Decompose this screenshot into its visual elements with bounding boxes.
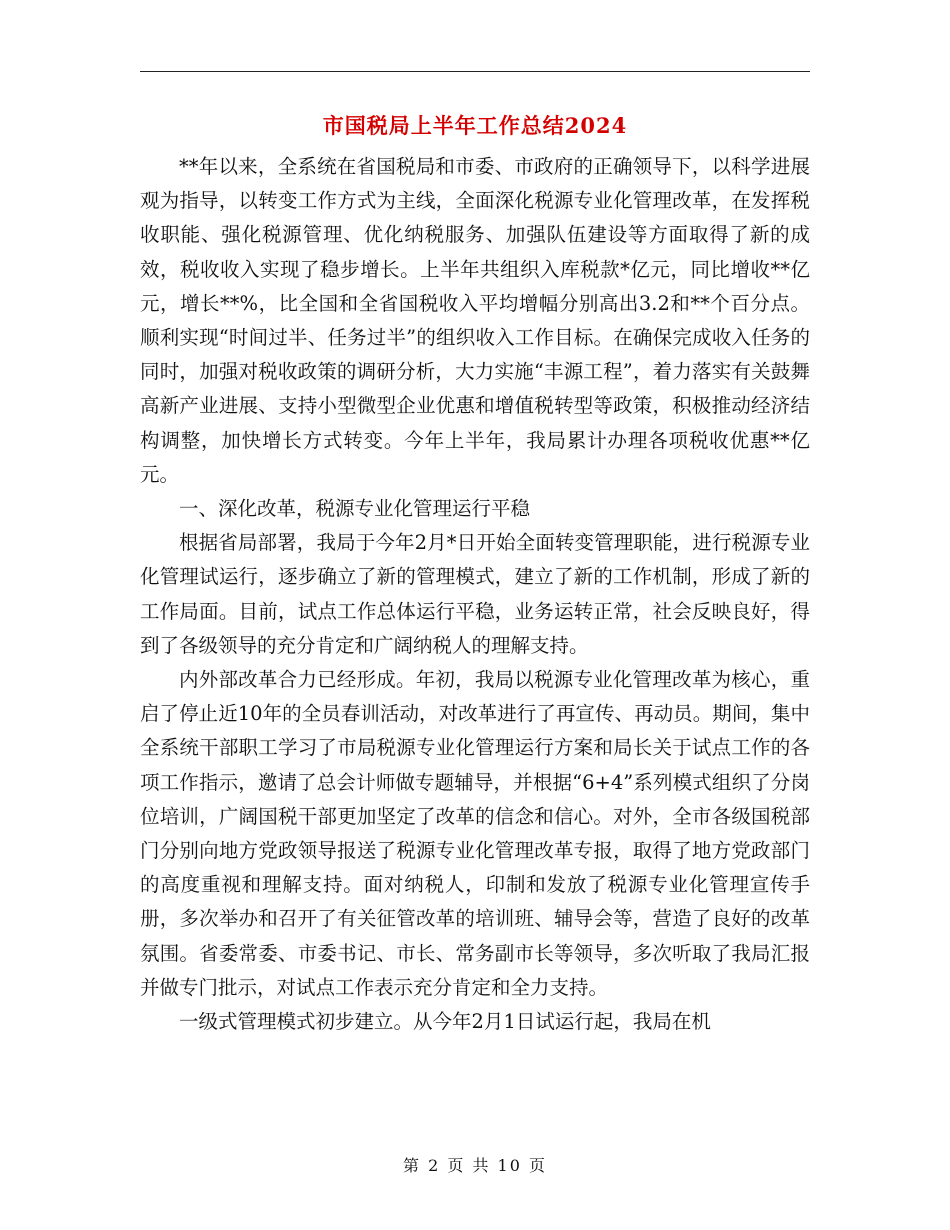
header-rule <box>140 71 810 72</box>
paragraph-management-model: 一级式管理模式初步建立。从今年2月1日试运行起，我局在机 <box>179 1010 711 1034</box>
page-number-footer: 第 2 页 共 10 页 <box>403 1156 547 1175</box>
document-body <box>140 150 810 1039</box>
paragraph-internal-external: 内外部改革合力已经形成。年初，我局以税源专业化管理改革为核心，重启了停止近10年的全员春训活动，对改革进行了再宣传、再动员。期间，集中全系统干部职工学习了市局税源专业化管理运行方案和局长关于试点工作的各项工作指示，邀请了总会计师做专题辅导，并根据“6+4”系列模式组织了分岗位培训，广阔国税干部更加坚定了改革的信念和信心。对外，全市各级国税部门分别向地方党政领导报送了税源专业化管理改革专报，取得了地方党政部门的高度重视和理解支持。面对纳税人，印制和发放了税源专业化管理宣传手册，多次举办和召开了有关征管改革的培训班、辅导会等，营造了良好的改革氛围。省委常委、市委书记、市长、常务副市长等领导，多次听取了我局汇报并做专门批示，对试点工作表示充分肯定和全力支持。 <box>140 668 810 999</box>
paragraph-intro: **年以来，全系统在省国税局和市委、市政府的正确领导下，以科学进展观为指导，以转变工作方式为主线，全面深化税源专业化管理改革，在发挥税收职能、强化税源管理、优化纳税服务、加强队伍建设等方面取得了新的成效，税收收入实现了稳步增长。上半年共组织入库税款*亿元，同比增收**亿元，增长**%，比全国和全省国税收入平均增幅分别高出3.2和**个百分点。顺利实现“时间过半、任务过半”的组织收入工作目标。在确保完成收入任务的同时，加强对税收政策的调研分析，大力实施“丰源工程”，着力落实有关鼓舞高新产业进展、支持小型微型企业优惠和增值税转型等政策，积极推动经济结构调整，加快增长方式转变。今年上半年，我局累计办理各项税收优惠**亿元。 <box>140 155 810 486</box>
paragraph-reform: 根据省局部署，我局于今年2月*日开始全面转变管理职能，进行税源专业化管理试运行，逐步确立了新的管理模式，建立了新的工作机制，形成了新的工作局面。目前，试点工作总体运行平稳，业务运转正常，社会反映良好，得到了各级领导的充分肯定和广阔纳税人的理解支持。 <box>140 531 810 657</box>
document-title: 市国税局上半年工作总结2024 <box>322 113 628 138</box>
section-heading-1: 一、深化改革，税源专业化管理运行平稳 <box>179 497 531 521</box>
